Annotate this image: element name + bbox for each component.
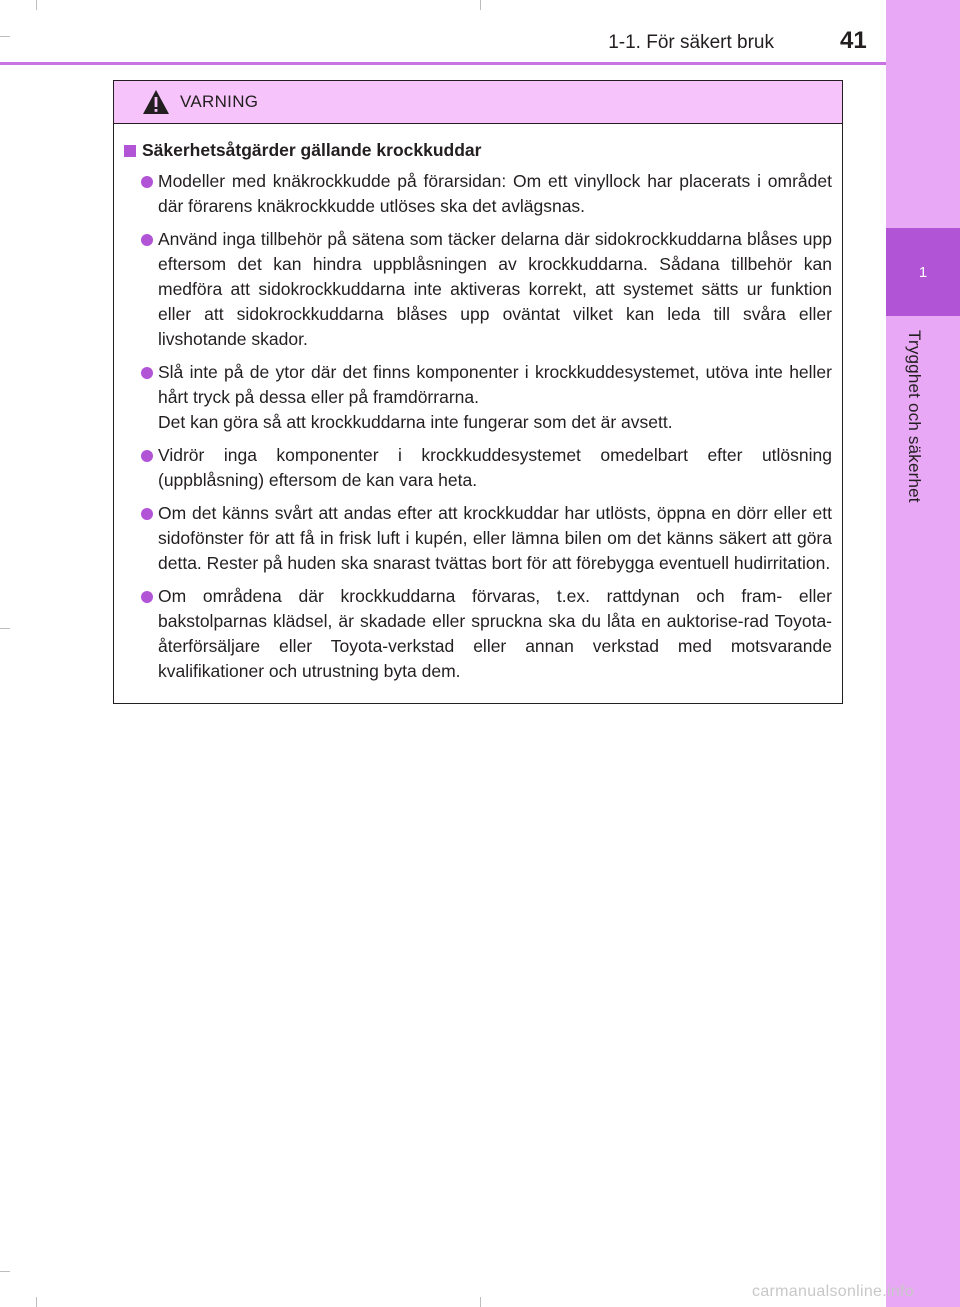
page-number: 41 (840, 27, 867, 54)
bullet-dot-icon (141, 367, 153, 379)
chapter-title: Trygghet och säkerhet (905, 330, 924, 503)
list-item-text: Om områdena där krockkuddarna förvaras, t.ex. rattdynan och fram- eller bakstolparnas klädsel, är skadade eller spruckna ska du låta en auktorise-rad Toyota-återförsäljare eller Toyota-verkstad eller annan verkstad med motsvarande kvalifikationer och utrustning byta dem. (158, 586, 832, 681)
warning-title: VARNING (180, 92, 259, 111)
bullet-dot-icon (141, 234, 153, 246)
section-heading-text: Säkerhetsåtgärder gällande krockkuddar (142, 140, 482, 160)
warning-header (114, 81, 842, 124)
list-item-text: Vidrör inga komponenter i krockkuddesystemet omedelbart efter utlösning (uppblåsning) eftersom de kan vara heta. (158, 445, 832, 490)
warning-body (114, 124, 842, 684)
crop-mark (0, 628, 10, 629)
warning-list (124, 169, 832, 684)
square-icon (124, 145, 136, 157)
side-chapter-tab (886, 0, 960, 1307)
list-item-text: Använd inga tillbehör på sätena som täcker delarna där sidokrockkuddarna blåses upp eftersom det kan hindra uppblåsningen av krockkuddarna. Sådana tillbehör kan medföra att sidokrockkuddarna inte aktiveras korrekt, att systemet sätts ur funktion eller att sidokrockkuddarna blåses upp oväntat vilket kan leda till svåra eller livshotande skador. (158, 229, 832, 349)
list-item-text: Om det känns svårt att andas efter att krockkuddar har utlösts, öppna en dörr eller ett sidofönster för att få in frisk luft i kupén, eller lämna bilen om det känns säkert att göra detta. Rester på huden ska snarast tvättas bort för att förebygga eventuell hudirritation. (158, 503, 832, 573)
bullet-dot-icon (141, 176, 153, 188)
crop-mark (0, 36, 10, 37)
list-item-text: Slå inte på de ytor där det finns komponenter i krockkuddesystemet, utöva inte heller hårt tryck på dessa eller på framdörrarna. Det kan göra så att krockkuddarna inte fungerar som det är avsett. (158, 362, 832, 432)
list-item (124, 501, 832, 576)
list-item (124, 584, 832, 684)
warning-box (113, 80, 843, 704)
list-item (124, 227, 832, 352)
watermark-link[interactable]: carmanualsonline.info (752, 1283, 914, 1300)
crop-mark (36, 1297, 37, 1307)
bullet-dot-icon (141, 450, 153, 462)
list-item (124, 360, 832, 435)
chapter-number-badge (886, 228, 960, 316)
bullet-dot-icon (141, 591, 153, 603)
crop-mark (36, 0, 37, 10)
chapter-number: 1 (918, 263, 928, 281)
header-rule (0, 62, 886, 65)
crop-mark (0, 1271, 10, 1272)
list-item-text: Modeller med knäkrockkudde på förarsidan: Om ett vinyllock har placerats i området där förarens knäkrockkudde utlöses ska det avlägsnas. (158, 171, 832, 216)
crop-mark (480, 1297, 481, 1307)
section-heading (124, 140, 832, 161)
list-item (124, 443, 832, 493)
crop-mark (480, 0, 481, 10)
list-item (124, 169, 832, 219)
warning-triangle-icon (142, 89, 170, 115)
section-title: 1-1. För säkert bruk (608, 32, 774, 53)
bullet-dot-icon (141, 508, 153, 520)
